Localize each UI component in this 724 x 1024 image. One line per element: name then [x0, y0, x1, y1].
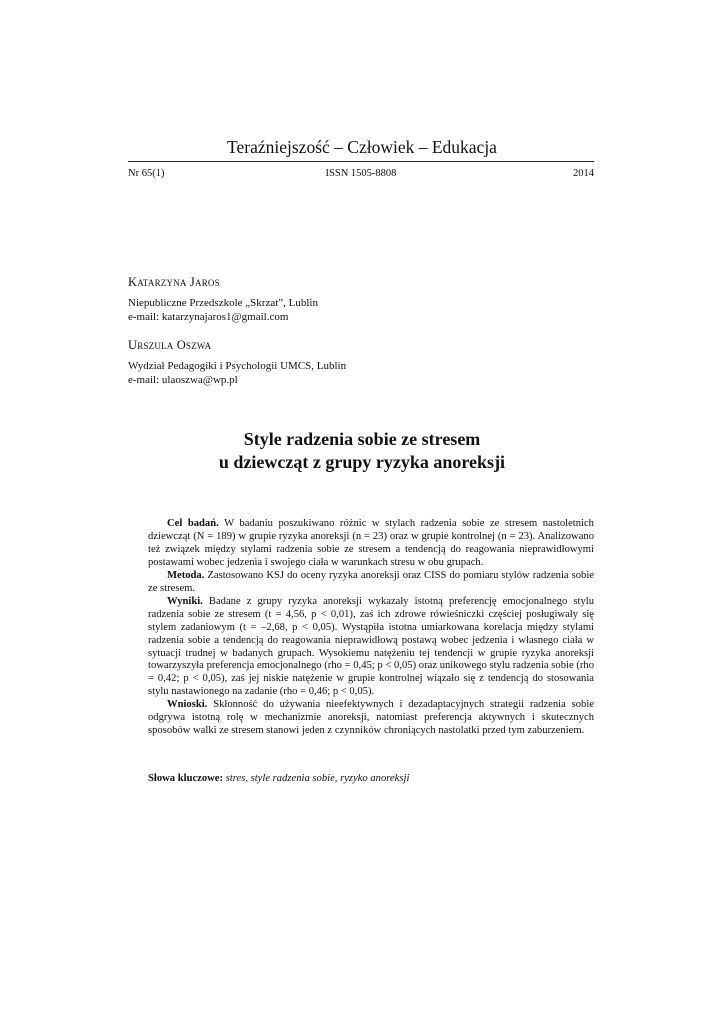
author-name: Urszula Oszwa [128, 338, 212, 352]
title-line: u dziewcząt z grupy ryzyka anoreksji [218, 452, 506, 472]
title-line: Style radzenia sobie ze stresem [243, 429, 481, 449]
article-title [0, 428, 724, 474]
conclusions-text: Skłonność do używania nieefektywnych i dezadaptacyjnych strategii radzenia sobie odgrywa istotną rolę w mechanizmie anoreksji, natomiast preferencja aktywnych i skutecznych sposobów walki ze stresem stanowi jeden z czynników chroniących nastolatki przed tym zaburzeniem. [148, 699, 594, 737]
abstract-conclusions [148, 699, 594, 738]
journal-title: Teraźniejszość – Człowiek – Edukacja [227, 137, 497, 157]
year: 2014 [573, 168, 594, 179]
author-affiliation [128, 360, 346, 387]
aim-label: Cel badań. [167, 518, 219, 529]
results-label: Wyniki. [167, 595, 203, 607]
aim-text: W badaniu poszukiwano różnic w stylach radzenia sobie ze stresem nastoletnich dziewcząt (N = 189) w grupie ryzyka anoreksji (n = 23) oraz w grupie kontrolnej (n = 23). Analizowano też związek między stylami radzenia sobie ze stresem a tendencją do reagowania nieprawidłowymi postawami wobec jedzenia i swojego ciała w warunkach stresu w obu grupach. [148, 518, 594, 568]
conclusions-label: Wnioski. [167, 699, 208, 711]
keywords [148, 773, 409, 784]
abstract-aim [148, 518, 594, 570]
affiliation-text: Wydział Pedagogiki i Psychologii UMCS, Lublin [128, 360, 347, 372]
method-text: Zastosowano KSJ do oceny ryzyka anoreksji oraz CISS do pomiaru stylów radzenia sobie ze stresem. [148, 569, 594, 594]
abstract [148, 518, 594, 738]
author-email: e-mail: ulaoszwa@wp.pl [128, 373, 238, 386]
results-text: Badane z grupy ryzyka anoreksji wykazały istotną preferencję emocjonalnego stylu radzenia sobie ze stresem (t = 4,56, p < 0,01), zaś ich zdrowe rówieśniczki częściej posługiwały się stylem zadaniowym (t = –2,68, p < 0,05). Wystąpiła istotna umiarkowana korelacja między stylami radzenia sobie a tendencją do reagowania nieprawidłową postawą wobec jedzenia i własnego ciała w sytuacji trudnej w badanych grupach. Wysokiemu natężeniu tej tendencji w grupie ryzyka anoreksji towarzyszyła preferencja emocjonalnego (rho = 0,45; p < 0,05) oraz unikowego stylu radzenia sobie (rho = 0,42; p < 0,05), zaś jej niskie natężenie w grupie kontrolnej wiązało się z tendencją do stosowania stylu nastawionego na zadanie (rho = 0,46; p < 0,05). [148, 595, 594, 698]
keywords-text: stres, style radzenia sobie, ryzyko anoreksji [225, 773, 410, 784]
keywords-label: Słowa kluczowe: [148, 773, 224, 784]
issn: ISSN 1505-8808 [325, 168, 397, 179]
author-affiliation [128, 297, 318, 324]
abstract-method [148, 570, 594, 596]
author-email: e-mail: katarzynajaros1@gmail.com [128, 310, 289, 323]
header-rule [128, 161, 594, 162]
method-label: Metoda. [167, 569, 205, 581]
affiliation-text: Niepubliczne Przedszkole „Skrzat”, Lublin [128, 297, 318, 309]
issue-number: Nr 65(1) [128, 168, 165, 179]
abstract-results [148, 596, 594, 700]
author-name: Katarzyna Jaros [128, 275, 220, 289]
